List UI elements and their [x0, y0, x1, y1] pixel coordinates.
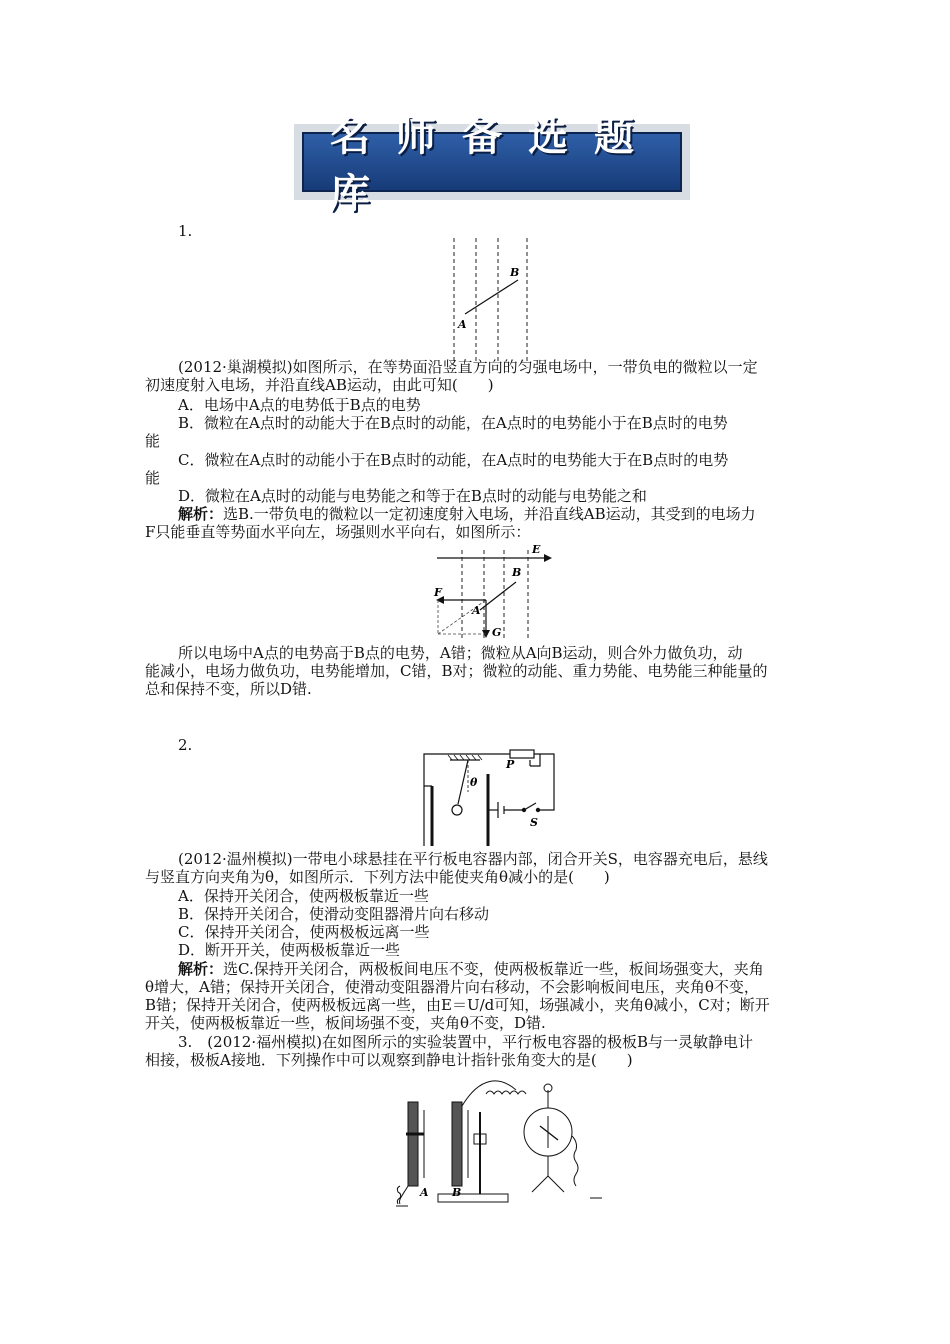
q2-option-a: A．保持开关闭合，使两极板靠近一些: [178, 887, 429, 905]
q1-fig2-label-f: F: [434, 586, 442, 599]
q2-analysis-label: 解析：: [178, 960, 224, 978]
q2-analysis-line3: B错；保持开关闭合，使两极板远离一些，由E＝U/d可知，场强减小，夹角θ减小，C对；断开: [145, 996, 770, 1014]
q1-analysis-label: 解析：: [178, 505, 224, 523]
q3-fig-label-b: B: [452, 1186, 462, 1199]
q3-figure-electrometer: [390, 1076, 610, 1216]
q1-analysis-line1: [178, 505, 756, 523]
q2-option-c: C．保持开关闭合，使两极板远离一些: [178, 923, 430, 941]
q2-fig-label-theta: θ: [470, 776, 478, 789]
q3-fig-label-a: A: [420, 1186, 429, 1199]
q2-fig-label-p: P: [506, 758, 515, 771]
q2-stem-line2: 与竖直方向夹角为θ，如图所示．下列方法中能使夹角θ减小的是( ): [145, 868, 610, 886]
q2-analysis-line1: [178, 960, 764, 978]
q3-stem-line1: 3. (2012·福州模拟)在如图所示的实验装置中，平行板电容器的极板B与一灵敏静电计: [178, 1033, 753, 1051]
q1-option-b-line1: B．微粒在A点时的动能大于在B点时的动能，在A点时的电势能小于在B点时的电势: [178, 414, 728, 432]
q1-figure-equipotential: [440, 236, 550, 366]
q1-option-d: D．微粒在A点时的动能与电势能之和等于在B点时的动能与电势能之和: [178, 487, 647, 505]
q1-stem-line1: (2012·巢湖模拟)如图所示，在等势面沿竖直方向的匀强电场中，一带负电的微粒以一定: [178, 358, 758, 376]
q1-figure-force: [432, 542, 552, 642]
q1-fig-label-a: A: [458, 318, 467, 331]
q2-stem-line1: (2012·温州模拟)一带电小球悬挂在平行板电容器内部，闭合开关S，电容器充电后，悬线: [178, 850, 768, 868]
q1-analysis-line3: 所以电场中A点的电势高于B点的电势，A错；微粒从A向B运动，则合外力做负功，动: [178, 644, 743, 662]
q2-number: 2.: [178, 736, 193, 754]
q1-option-c-line2: 能: [145, 469, 161, 487]
title-banner: [294, 114, 690, 217]
q1-option-b-line2: 能: [145, 432, 161, 450]
q1-option-a: A．电场中A点的电势低于B点的电势: [178, 396, 421, 414]
q2-analysis-text1: 选C.保持开关闭合，两极板间电压不变，使两极板靠近一些，板间场强变大，夹角: [223, 960, 764, 978]
q1-fig2-label-a: A: [472, 604, 481, 617]
q2-figure-circuit: [418, 746, 578, 850]
q3-stem-line2: 相接，极板A接地．下列操作中可以观察到静电计指针张角变大的是( ): [145, 1051, 633, 1069]
q1-analysis-text1: 选B.一带负电的微粒以一定初速度射入电场，并沿直线AB运动，其受到的电场力: [223, 505, 756, 523]
banner-title: 名师备选题库: [330, 114, 660, 217]
q2-option-d: D．断开开关，使两极板靠近一些: [178, 941, 401, 959]
q2-fig-label-s: S: [530, 816, 538, 829]
q1-analysis-line4: 能减小，电场力做负功，电势能增加，C错，B对；微粒的动能、重力势能、电势能三种能量的: [145, 662, 768, 680]
q1-number: 1.: [178, 222, 193, 240]
q1-fig-label-b: B: [510, 266, 520, 279]
q1-fig2-label-e: E: [532, 543, 541, 556]
q2-option-b: B．保持开关闭合，使滑动变阻器滑片向右移动: [178, 905, 490, 923]
q1-option-c-line1: C．微粒在A点时的动能小于在B点时的动能，在A点时的电势能大于在B点时的电势: [178, 451, 729, 469]
q1-stem-line2: 初速度射入电场，并沿直线AB运动，由此可知( ): [145, 376, 494, 394]
q1-fig2-label-g: G: [492, 626, 502, 639]
q2-analysis-line4: 开关，使两极板靠近一些，板间场强不变，夹角θ不变，D错.: [145, 1014, 546, 1032]
q2-analysis-line2: θ增大，A错；保持开关闭合，使滑动变阻器滑片向右移动，不会影响板间电压，夹角θ不变，: [145, 978, 759, 996]
q1-analysis-line5: 总和保持不变，所以D错.: [145, 680, 312, 698]
q1-fig2-label-b: B: [512, 566, 522, 579]
q1-analysis-line2: F只能垂直等势面水平向左，场强则水平向右，如图所示：: [145, 523, 531, 541]
